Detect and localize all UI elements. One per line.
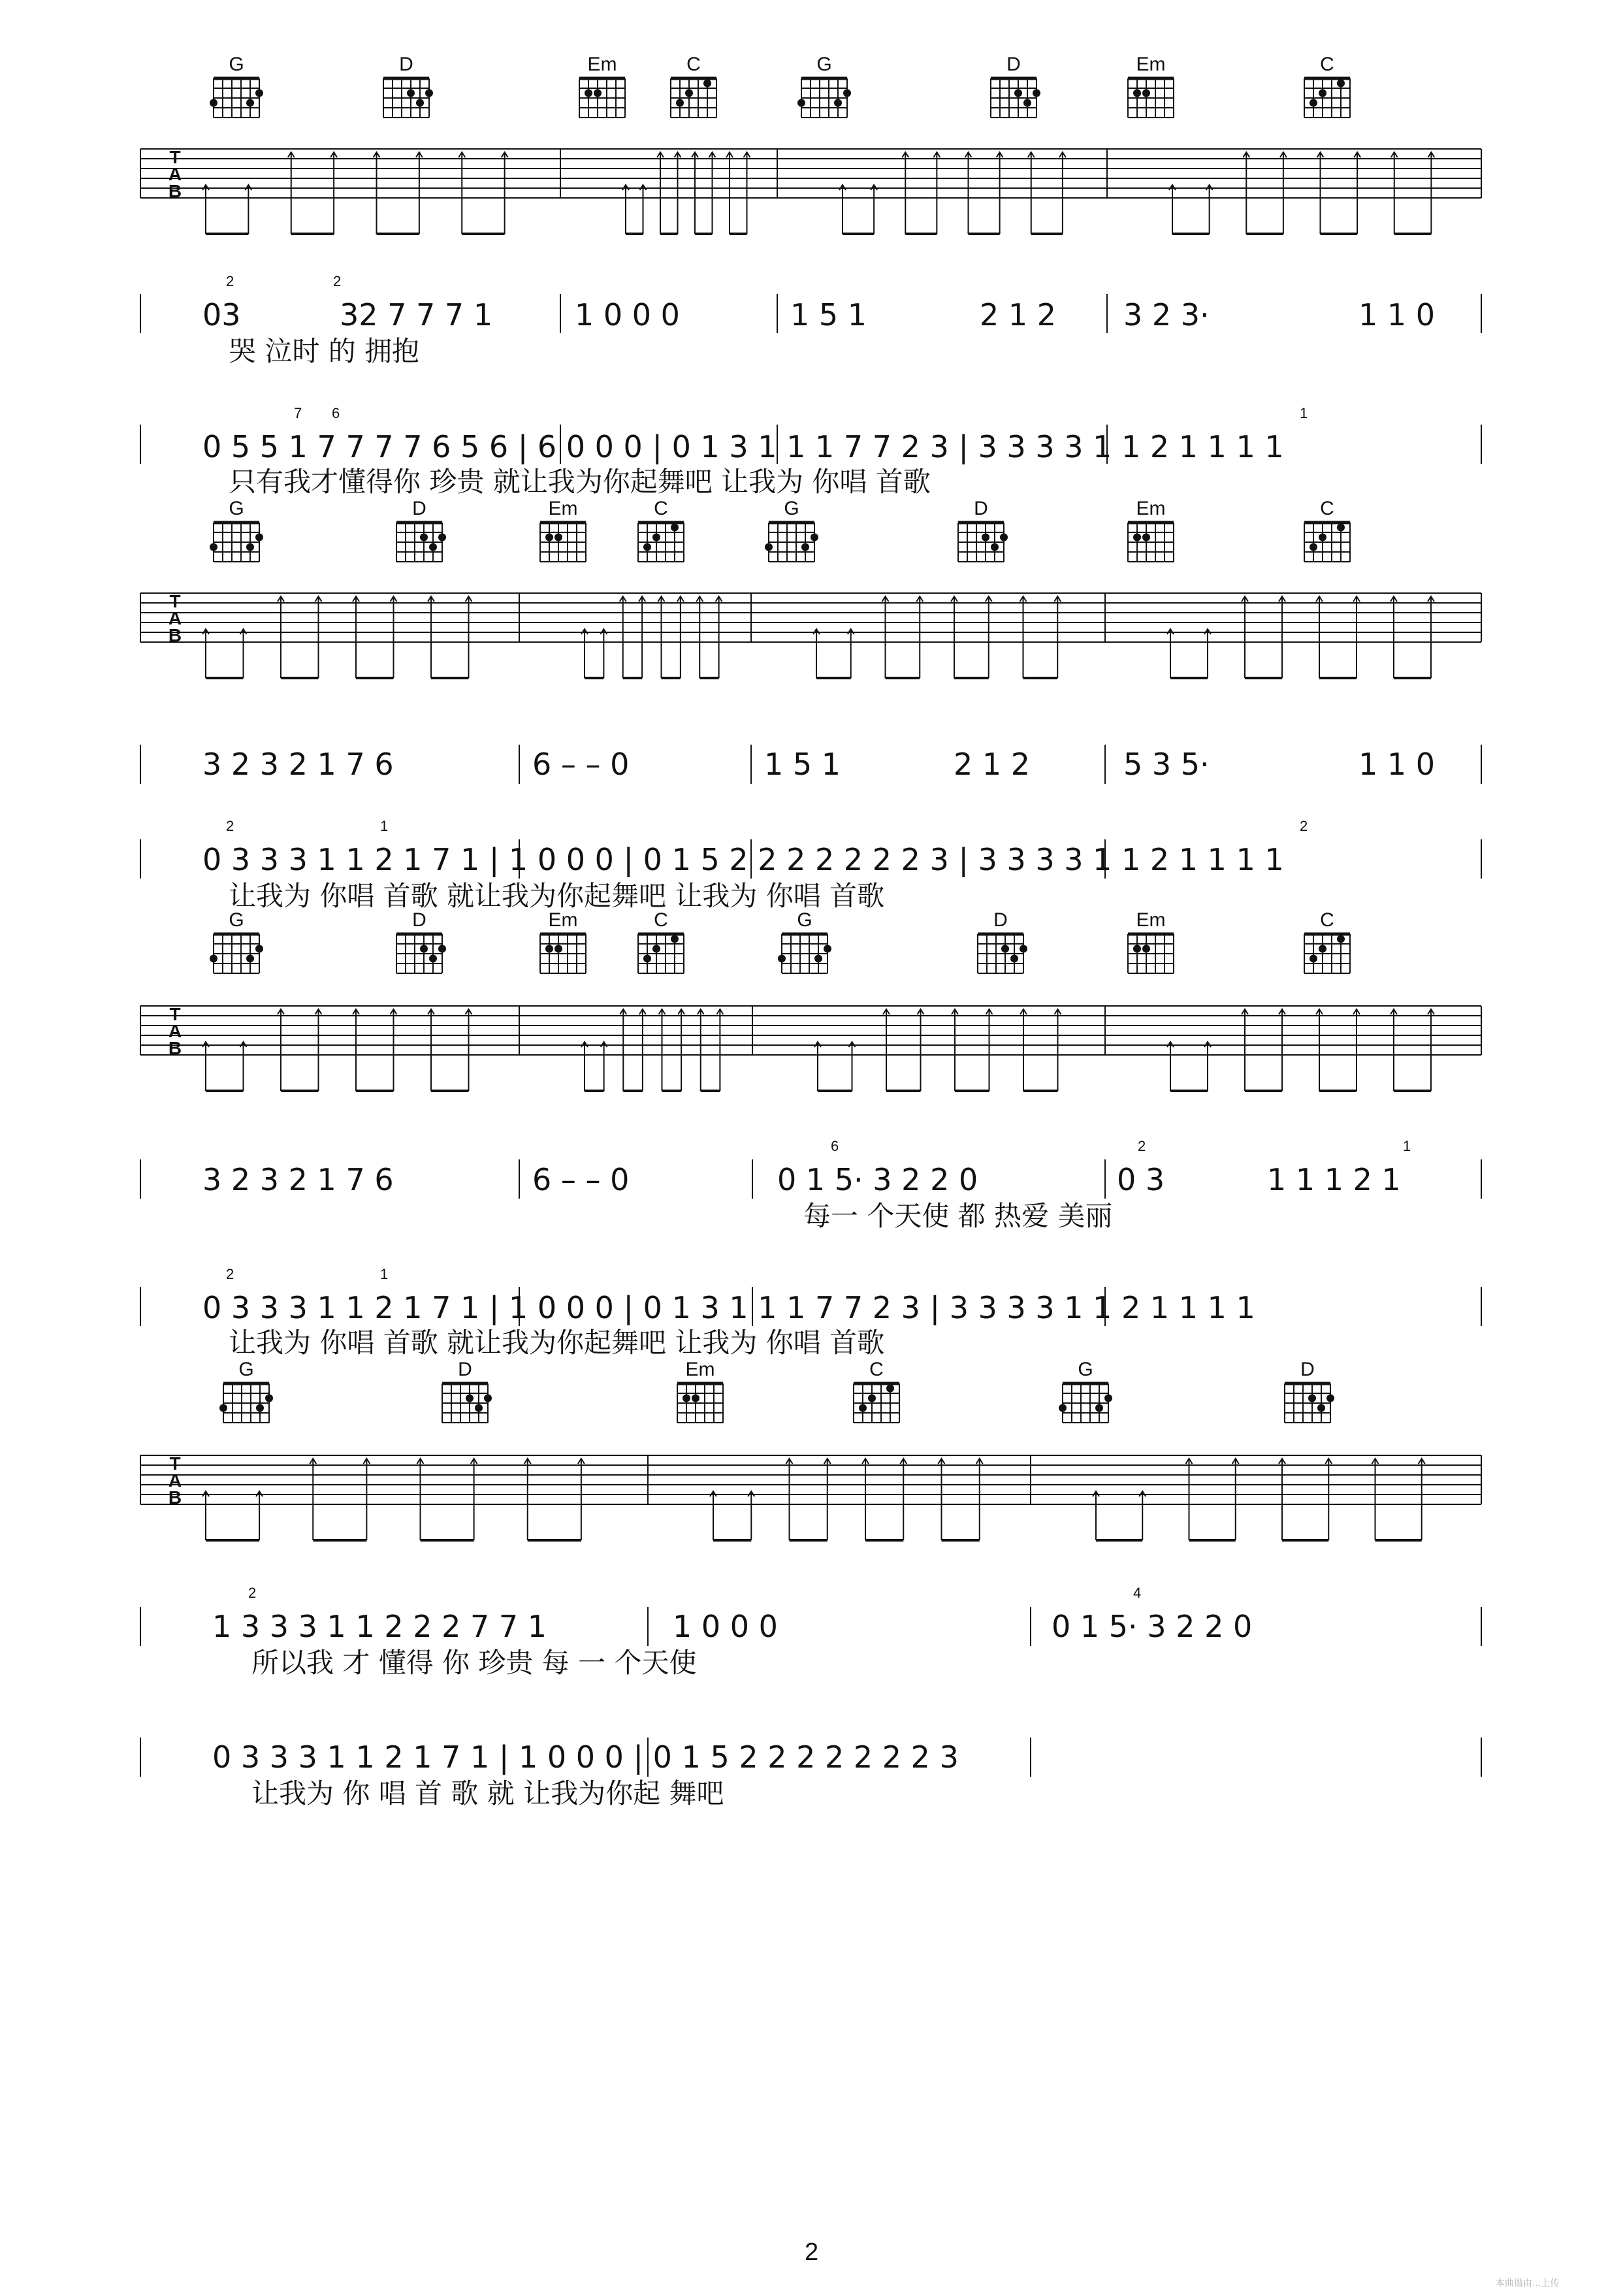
finger-dot <box>1014 89 1022 97</box>
finger-dot <box>420 945 428 953</box>
chord-name: C <box>1320 498 1334 519</box>
chord-diagram <box>442 1359 492 1423</box>
finger-dot <box>982 534 989 542</box>
melody-line: 5 3 5· <box>1123 747 1210 782</box>
tab-system <box>140 1359 1481 1777</box>
chord-diagram <box>1128 498 1174 562</box>
chord-name: Em <box>587 54 617 75</box>
finger-dot <box>484 1395 492 1402</box>
chord-name: D <box>399 54 413 75</box>
finger-dot <box>765 543 773 551</box>
chord-name: G <box>238 1359 254 1380</box>
tab-system <box>140 909 1481 1326</box>
chord-name: Em <box>548 909 578 931</box>
finger-dot <box>643 543 651 551</box>
melody-line: 32 7 7 7 1 <box>340 297 493 332</box>
chord-name: D <box>458 1359 472 1380</box>
finger-dot <box>652 945 660 953</box>
finger-dot <box>652 534 660 542</box>
melody-line: 1 1 1 2 1 <box>1267 1162 1401 1197</box>
finger-mark: 4 <box>1133 1585 1142 1601</box>
chord-name: C <box>869 1359 884 1380</box>
finger-dot <box>1319 534 1326 542</box>
chord-name: C <box>1320 909 1334 931</box>
finger-dot <box>1319 945 1326 953</box>
finger-dot <box>1133 89 1141 97</box>
finger-dot <box>703 80 711 88</box>
chord-name: C <box>1320 54 1334 75</box>
finger-dot <box>1337 524 1345 532</box>
tab-clef-letter: B <box>168 1038 182 1058</box>
finger-dot <box>594 89 602 97</box>
finger-dot <box>407 89 415 97</box>
chord-name: Em <box>548 498 578 519</box>
chord-name: G <box>816 54 832 75</box>
finger-dot <box>797 99 805 107</box>
chord-diagram <box>638 909 684 973</box>
chord-name: Em <box>685 1359 715 1380</box>
finger-dot <box>859 1404 867 1412</box>
melody-line: 3 2 3 2 1 7 6 <box>202 747 394 782</box>
chord-name: D <box>412 498 426 519</box>
harmony-line: 0 3 3 3 1 1 2 1 7 1 | 1 0 0 0 | 0 1 5 2 2 2 2 2 2 2 3 <box>212 1739 959 1775</box>
finger-dot <box>1020 945 1027 953</box>
chord-diagram <box>765 498 818 562</box>
finger-dot <box>1310 543 1317 551</box>
finger-mark: 2 <box>226 273 234 289</box>
finger-dot <box>843 89 851 97</box>
chord-name: D <box>412 909 426 931</box>
watermark: 本曲谱由...上传 <box>1496 2278 1560 2289</box>
page-number: 2 <box>805 2239 819 2266</box>
harmony-line: 0 5 5 1 7 7 7 7 6 5 6 | 6 0 0 0 | 0 1 3 1 1 1 7 7 2 3 | 3 3 3 3 1 1 2 1 1 1 1 <box>202 429 1284 464</box>
chord-diagram <box>210 54 263 118</box>
finger-dot <box>1001 945 1009 953</box>
finger-dot <box>1142 945 1150 953</box>
melody-lyrics: 哭 泣时 的 拥抱 <box>229 335 420 367</box>
finger-mark: 2 <box>333 273 342 289</box>
tab-clef-letter: T <box>169 147 181 167</box>
melody-line: 1 5 1 <box>764 747 841 782</box>
finger-dot <box>683 1395 690 1402</box>
finger-dot <box>1337 935 1345 943</box>
finger-dot <box>671 524 679 532</box>
harmony-line: 0 3 3 3 1 1 2 1 7 1 | 1 0 0 0 | 0 1 5 2 2 2 2 2 2 2 3 | 3 3 3 3 1 1 2 1 1 1 1 <box>202 842 1284 877</box>
finger-mark: 2 <box>1138 1138 1146 1154</box>
finger-dot <box>1142 534 1150 542</box>
melody-line: 0 1 5· 3 2 2 0 <box>777 1162 978 1197</box>
finger-dot <box>811 534 818 542</box>
finger-dot <box>1033 89 1040 97</box>
chord-name: Em <box>1136 498 1166 519</box>
finger-mark: 2 <box>248 1585 257 1601</box>
chord-name: Em <box>1136 54 1166 75</box>
finger-dot <box>834 99 842 107</box>
melody-line: 1 0 0 0 <box>575 297 680 332</box>
melody-line: 1 1 0 <box>1358 747 1436 782</box>
chord-diagram <box>1128 909 1174 973</box>
finger-dot <box>824 945 831 953</box>
melody-line: 03 <box>202 297 241 332</box>
finger-dot <box>671 935 679 943</box>
chord-diagram <box>1304 909 1350 973</box>
finger-dot <box>416 99 424 107</box>
finger-mark: 6 <box>332 405 340 421</box>
tab-clef-letter: T <box>169 1453 181 1474</box>
chord-name: G <box>229 498 244 519</box>
harmony-lyrics: 只有我才懂得你 珍贵 就让我为你起舞吧 让我为 你唱 首歌 <box>229 466 931 498</box>
chord-diagram <box>854 1359 899 1423</box>
chord-name: D <box>993 909 1008 931</box>
finger-dot <box>429 955 437 963</box>
chord-diagram <box>396 909 446 973</box>
melody-line: 3 2 3· <box>1123 297 1210 332</box>
harmony-lyrics: 让我为 你唱 首歌 就让我为你起舞吧 让我为 你唱 首歌 <box>229 880 885 912</box>
melody-line: 1 5 1 <box>790 297 867 332</box>
chord-diagram <box>797 54 851 118</box>
finger-mark: 2 <box>226 818 234 834</box>
finger-dot <box>545 945 553 953</box>
finger-dot <box>1310 955 1317 963</box>
tab-clef-letter: A <box>168 164 182 184</box>
finger-dot <box>466 1395 474 1402</box>
system-1-text <box>202 273 1435 498</box>
chord-diagram <box>383 54 433 118</box>
finger-dot <box>886 1385 894 1393</box>
finger-dot <box>1308 1395 1316 1402</box>
chord-diagram <box>978 909 1027 973</box>
chord-name: G <box>229 909 244 931</box>
finger-dot <box>692 1395 699 1402</box>
finger-mark: 2 <box>1300 818 1308 834</box>
melody-line: 2 1 2 <box>954 747 1031 782</box>
chord-name: G <box>1078 1359 1093 1380</box>
system-3-text <box>202 1138 1411 1359</box>
finger-dot <box>991 543 999 551</box>
chord-diagram <box>1059 1359 1112 1423</box>
finger-dot <box>1326 1395 1334 1402</box>
finger-dot <box>210 99 217 107</box>
melody-lyrics: 每一 个天使 都 热爱 美丽 <box>803 1200 1113 1232</box>
tab-clef-letter: B <box>168 625 182 645</box>
finger-dot <box>265 1395 273 1402</box>
melody-line: 0 1 5· 3 2 2 0 <box>1052 1609 1253 1644</box>
finger-dot <box>1010 955 1018 963</box>
melody-line: 3 2 3 2 1 7 6 <box>202 1162 394 1197</box>
chord-name: D <box>1006 54 1021 75</box>
chord-diagram <box>958 498 1008 562</box>
tab-clef-letter: T <box>169 591 181 611</box>
finger-dot <box>554 534 562 542</box>
melody-line: 1 3 3 3 1 1 2 2 2 7 7 1 <box>212 1609 547 1644</box>
finger-dot <box>219 1404 227 1412</box>
harmony-lyrics: 让我为 你 唱 首 歌 就 让我为你起 舞吧 <box>251 1777 724 1809</box>
chord-name: Em <box>1136 909 1166 931</box>
chord-diagram <box>778 909 831 973</box>
chord-diagram <box>1304 54 1350 118</box>
system-2-text <box>202 747 1435 912</box>
finger-dot <box>814 955 822 963</box>
chord-diagram <box>540 498 586 562</box>
finger-dot <box>1023 99 1031 107</box>
finger-dot <box>801 543 809 551</box>
chord-diagram <box>1285 1359 1334 1423</box>
melody-line: 1 1 0 <box>1358 297 1436 332</box>
finger-dot <box>868 1395 876 1402</box>
chord-name: C <box>686 54 701 75</box>
finger-dot <box>554 945 562 953</box>
chord-name: C <box>654 909 668 931</box>
finger-mark: 2 <box>226 1266 234 1282</box>
system-4-text <box>212 1585 1252 1809</box>
melody-line: 6 – – 0 <box>532 747 630 782</box>
finger-dot <box>210 955 217 963</box>
chord-name: D <box>1300 1359 1315 1380</box>
tab-clef-letter: B <box>168 181 182 201</box>
finger-mark: 1 <box>1300 405 1308 421</box>
chord-name: G <box>784 498 799 519</box>
finger-dot <box>545 534 553 542</box>
finger-dot <box>246 99 254 107</box>
finger-dot <box>246 955 254 963</box>
finger-dot <box>1133 945 1141 953</box>
melody-line: 0 3 <box>1117 1162 1165 1197</box>
chord-name: G <box>797 909 812 931</box>
finger-dot <box>643 955 651 963</box>
tab-clef-letter: A <box>168 608 182 628</box>
finger-mark: 6 <box>831 1138 839 1154</box>
melody-lyrics: 所以我 才 懂得 你 珍贵 每 一 个天使 <box>251 1647 697 1679</box>
finger-dot <box>246 543 254 551</box>
tab-system <box>140 498 1481 879</box>
chord-name: C <box>654 498 668 519</box>
finger-mark: 1 <box>1403 1138 1411 1154</box>
chord-name: G <box>229 54 244 75</box>
chord-diagram <box>210 909 263 973</box>
finger-dot <box>1317 1404 1325 1412</box>
finger-dot <box>475 1404 483 1412</box>
melody-line: 6 – – 0 <box>532 1162 630 1197</box>
finger-dot <box>255 945 263 953</box>
finger-dot <box>1319 89 1326 97</box>
finger-dot <box>420 534 428 542</box>
chord-diagram <box>540 909 586 973</box>
chord-diagram <box>1128 54 1174 118</box>
chord-diagram <box>991 54 1040 118</box>
finger-dot <box>429 543 437 551</box>
finger-dot <box>585 89 592 97</box>
harmony-lyrics: 让我为 你唱 首歌 就让我为你起舞吧 让我为 你唱 首歌 <box>229 1327 885 1359</box>
harmony-line: 0 3 3 3 1 1 2 1 7 1 | 1 0 0 0 | 0 1 3 1 1 1 7 7 2 3 | 3 3 3 3 1 1 2 1 1 1 1 <box>202 1290 1255 1325</box>
chord-diagram <box>638 498 684 562</box>
melody-line: 2 1 2 <box>980 297 1057 332</box>
tab-clef-letter: A <box>168 1470 182 1491</box>
finger-dot <box>1095 1404 1103 1412</box>
finger-dot <box>676 99 684 107</box>
chord-name: D <box>974 498 988 519</box>
finger-dot <box>1337 80 1345 88</box>
chord-diagram <box>1304 498 1350 562</box>
finger-mark: 1 <box>380 818 389 834</box>
tab-clef-letter: T <box>169 1004 181 1024</box>
chord-diagram <box>579 54 625 118</box>
chord-diagram <box>677 1359 723 1423</box>
finger-dot <box>438 945 446 953</box>
chord-diagram <box>671 54 716 118</box>
finger-dot <box>1133 534 1141 542</box>
finger-dot <box>1104 1395 1112 1402</box>
finger-mark: 1 <box>380 1266 389 1282</box>
finger-dot <box>256 1404 264 1412</box>
finger-dot <box>685 89 693 97</box>
chord-diagram <box>219 1359 273 1423</box>
finger-dot <box>1000 534 1008 542</box>
finger-dot <box>425 89 433 97</box>
finger-dot <box>255 89 263 97</box>
finger-dot <box>1059 1404 1067 1412</box>
finger-dot <box>1142 89 1150 97</box>
chord-diagram <box>210 498 263 562</box>
tab-system <box>140 54 1481 464</box>
tab-clef-letter: B <box>168 1487 182 1508</box>
finger-dot <box>255 534 263 542</box>
finger-dot <box>778 955 786 963</box>
finger-dot <box>438 534 446 542</box>
melody-line: 1 0 0 0 <box>673 1609 778 1644</box>
finger-dot <box>210 543 217 551</box>
tab-clef-letter: A <box>168 1021 182 1041</box>
chord-diagram <box>396 498 446 562</box>
finger-dot <box>1310 99 1317 107</box>
finger-mark: 7 <box>294 405 302 421</box>
